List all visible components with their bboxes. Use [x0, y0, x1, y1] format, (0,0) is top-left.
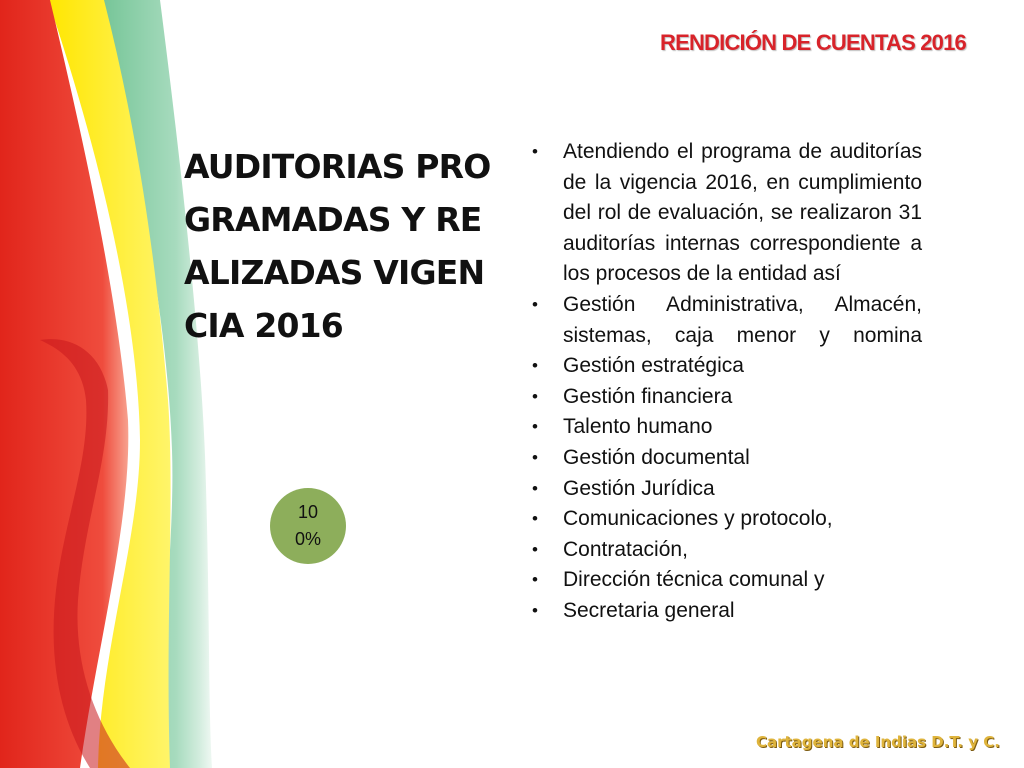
bullet-intro: • Atendiendo el programa de auditorías de la vigencia 2016, en cumplimiento del rol de evaluación, se realizaron 31 auditorías internas correspondiente a los procesos de la entidad así [528, 137, 922, 290]
flag-ribbon-decoration [0, 0, 260, 768]
bullet-direccion-tecnica: • Dirección técnica comunal y [528, 565, 922, 596]
footer-city-text: Cartagena de Indias D.T. y C. [755, 733, 1000, 751]
bullet-gestion-administrativa: • Gestión Administrativa, Almacén, sistemas, caja menor y nomina [528, 290, 922, 351]
bullet-gestion-estrategica: • Gestión estratégica [528, 351, 922, 382]
bullet-contratacion: • Contratación, [528, 535, 922, 566]
percentage-badge-label: 100% [294, 502, 321, 549]
bullet-gestion-juridica: • Gestión Jurídica [528, 474, 922, 505]
percentage-badge [270, 488, 346, 564]
bullet-comunicaciones: • Comunicaciones y protocolo, [528, 504, 922, 535]
header-title: RENDICIÓN DE CUENTAS 2016 [660, 30, 966, 55]
slide-title: AUDITORIAS PROGRAMADAS Y REALIZADAS VIGENCIA 2016 [184, 147, 491, 345]
bullet-gestion-documental: • Gestión documental [528, 443, 922, 474]
audit-bullet-list [528, 137, 922, 727]
bullet-gestion-financiera: • Gestión financiera [528, 382, 922, 413]
bullet-secretaria-general: • Secretaria general [528, 596, 922, 627]
bullet-talento-humano: • Talento humano [528, 412, 922, 443]
